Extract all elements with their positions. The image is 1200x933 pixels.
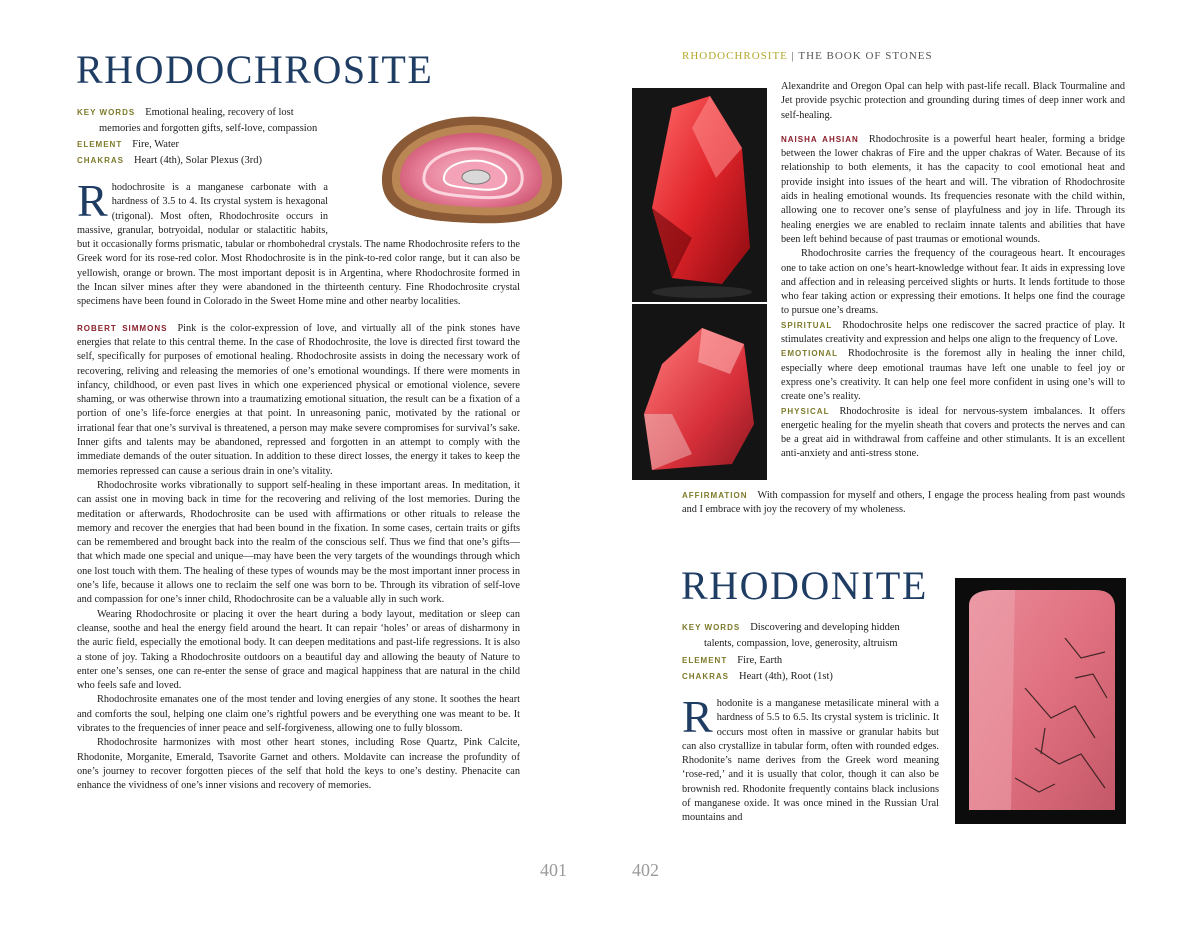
emotional-text: Rhodochrosite is the foremost ally in healing the inner child, especially where deep emotional traumas have left one unable to feel joy or express one’s creativity. It can help one feel more confident in using one’s will to create one’s reality. xyxy=(781,348,1125,403)
continuation-paragraph: Alexandrite and Oregon Opal can help with past-life recall. Black Tourmaline and Jet provide psychic protection and grounding during times of deep inner work and self-healing. xyxy=(781,81,1125,121)
rhodochrosite-intro-paragraph xyxy=(77,175,520,310)
page-number-right: 402 xyxy=(632,860,659,880)
rhodochrosite-title: RHODOCHROSITE xyxy=(76,47,434,92)
intro-text: hodochrosite is a manganese carbonate with a hardness of 3.5 to 4. Its crystal system is hexagonal (trigonal). Most often, Rhodochrosite occurs in massive, granular, botryoidal, nodular or stalactitic habits, but it occasionally forms prismatic, tabular or rhombohedral crystals. The name Rhodochrosite refers to the Greek word for its rose-red color. Most Rhodochrosite is in the pink-to-red color range, but it can also be yellowish, orange or brown. The most important deposit is in Argentina, where Rhodochrosite formed in the Incan silver mines after they were abandoned in the thirteenth century. Fine Rhodochrosite crystal specimens have been found in Colorado in the Sweet Home mine and other nearby localities. xyxy=(77,182,520,308)
affirmation-label: AFFIRMATION xyxy=(682,491,748,500)
rhodonite-chakras-label: CHAKRAS xyxy=(682,672,729,681)
rs-p4: Rhodochrosite emanates one of the most tender and loving energies of any stone. It soothes the heart and comforts the soul, helping one claim one’s rightful powers and be everything one was meant to be. It vibrates to the frequencies of inner peace and self-forgiveness, allowing one to fully blossom. xyxy=(77,694,520,734)
spiritual-paragraph xyxy=(781,319,1125,348)
na-p2: Rhodochrosite carries the frequency of the courageous heart. It encourages one to take action on one’s heart-knowledge without fear. It aids in expressing love and affection and in releasing perceived slights or hurts. It lends fortitude to those who fear taking action or expressing their emotions. It helps one find the courage to pursue one’s dreams. xyxy=(781,248,1125,317)
rhodonite-image xyxy=(955,578,1126,824)
rhodonite-keywords-block xyxy=(682,620,944,685)
rhodochrosite-crystal-image-2 xyxy=(632,304,767,480)
rhodonite-intro-text: hodonite is a manganese metasilicate mineral with a hardness of 5.5 to 6.5. Its crystal system is triclinic. It occurs most often in massive or granular habits but can also crystallize in tabular form, often with rounded edges. Rhodonite’s name derives from the Greek word meaning ‘rose-red,’ and it is usually that color, though it can also be brownish red. Rhodonite frequently contains black inclusions of manganese oxide. It was once mined in the Russian Ural mountains and xyxy=(682,698,939,824)
rhodonite-element-value: Fire, Earth xyxy=(737,655,783,666)
rhodonite-chakras-value: Heart (4th), Root (1st) xyxy=(739,671,833,682)
rhodonite-title: RHODONITE xyxy=(681,563,928,608)
rs-p3: Wearing Rhodochrosite or placing it over the heart during a body layout, meditation or sleep can cleanse, soothe and heal the energy field around the heart. It can repair ‘holes’ or areas of disharmony in the auric field, especially the emotional body. It can deepen meditations and past-life regressions. It is also a stone of joy. Taking a Rhodochrosite outdoors on a beautiful day and allowing the beauty of Nature to enter one’s senses, one can re-enter the sense of grace and magical happiness that are natural in the child who feels safe and loved. xyxy=(77,608,520,692)
rhodonite-drop-cap: R xyxy=(682,691,713,742)
robert-simmons-label: ROBERT SIMMONS xyxy=(77,323,168,333)
header-stone: RHODOCHROSITE xyxy=(682,50,788,62)
physical-label: PHYSICAL xyxy=(781,406,830,416)
physical-paragraph xyxy=(781,405,1125,462)
affirmation-text: With compassion for myself and others, I engage the process healing from past wounds and I embrace with joy the recovery of my wholeness. xyxy=(682,490,1125,516)
rhodochrosite-right-body xyxy=(781,80,1125,462)
keywords-line1: Emotional healing, recovery of lost xyxy=(145,107,294,118)
keywords-label: KEY WORDS xyxy=(77,108,136,117)
rhodochrosite-keywords-block xyxy=(77,105,367,169)
element-value: Fire, Water xyxy=(132,139,180,150)
spiritual-text: Rhodochrosite helps one rediscover the sacred practice of play. It stimulates creativity and expression and helps one align to the frequency of Love. xyxy=(781,319,1125,346)
robert-simmons-paragraph xyxy=(77,322,520,479)
element-label: ELEMENT xyxy=(77,140,123,149)
rhodonite-intro-paragraph xyxy=(682,691,939,826)
running-header xyxy=(682,50,933,62)
rhodonite-keywords-line2: talents, compassion, love, generosity, altruism xyxy=(704,638,898,649)
affirmation-paragraph xyxy=(682,489,1125,518)
chakras-label: CHAKRAS xyxy=(77,156,124,165)
na-p1: Rhodochrosite is a powerful heart healer, forming a bridge between the lower chakras of Fire and the upper chakras of Water. Because of its relationship to both elements, it has the capacity to cool emotional heat and provide insight into issues of the heart and will. The vibration of Rhodochrosite aids in healing emotional wounds. Its frequencies resonate with the child within, allowing one to recover one’s sense of playfulness and joy in life. Through its healing energies we are enabled to reclaim innate talents and abilities that have been left behind because of past traumas or emotional wounds. xyxy=(781,133,1125,245)
rhodonite-body xyxy=(682,691,939,826)
rhodochrosite-left-body xyxy=(77,175,520,793)
rhodonite-element-label: ELEMENT xyxy=(682,656,728,665)
rhodonite-keywords-label: KEY WORDS xyxy=(682,623,741,632)
rs-p1: Pink is the color-expression of love, and virtually all of the pink stones have energies that relate to this central theme. In the case of Rhodochrosite, the love is directed first toward the self, specifically for purposes of emotional healing. Rhodochrosite assists in doing the necessary work of recovering, reliving and releasing the memories of one’s emotional woundings. If there were moments in infancy, childhood, or even past lives in which one experienced physical or emotional violence, severe shaming, or was otherwise thrown into a traumatizing emotional situation, the result can be a fixation of a portion of one’s life-force energies at that point. In unreasoning panic, motivated by the rational or irrational fear that one’s survival is threatened, a person may make severe compromises for survival’s sake. Inner gifts and talents may be abandoned, repressed and forgotten in an attempt to comply with the immediate demands of the outer situation. In addition to these direct losses, the energy it takes to keep the memories repressed can cause a serious drain in one’s vitality. xyxy=(77,322,520,477)
drop-cap: R xyxy=(77,175,108,226)
naisha-ahsian-paragraph xyxy=(781,133,1125,247)
header-book: THE BOOK OF STONES xyxy=(798,50,933,62)
rs-p5: Rhodochrosite harmonizes with most other heart stones, including Rose Quartz, Pink Calcite, Rhodonite, Morganite, Emerald, Tsavorite Garnet and others. Moldavite can increase the profundity of one’s journey to recover forgotten pieces of the self that hold the keys to one’s destiny. Phenacite can enhance the vividness of one’s inner visions and recovery of memories. xyxy=(77,737,520,792)
rs-p2: Rhodochrosite works vibrationally to support self-healing in these important areas. In meditation, it can assist one in moving back in time for the recovering and reliving of the lost memories. During the meditation or afterwards, Rhodochrosite can be used with affirmations or other rituals to release the memory and recover the energies that had been bound in the fixation. In some cases, certain traits or gifts can be remembered and brought back into the realm of the conscious self. Thus we find that one’s gifts—that which made one special and unique—may have been the very targets of the woundings through which one lost touch with them. The healing of these types of wounds may be the most important inner process in one’s life, because it allows one to reclaim the self one was born to be. Through its vibration of self-love and compassion for one’s inner child, Rhodochrosite can be a valuable ally in such work. xyxy=(77,479,520,606)
physical-text: Rhodochrosite is ideal for nervous-system imbalances. It offers energetic healing for the myelin sheath that covers and protects the nerves and can be a great aid in withdrawal from caffeine and other stimulants. It is an excellent anti-anxiety and anti-stress stone. xyxy=(781,405,1125,460)
header-separator: | xyxy=(787,50,799,62)
emotional-label: EMOTIONAL xyxy=(781,349,838,359)
affirmation-block xyxy=(682,489,1125,518)
keywords-line2: memories and forgotten gifts, self-love, compassion xyxy=(99,123,318,134)
naisha-ahsian-label: NAISHA AHSIAN xyxy=(781,134,859,144)
emotional-paragraph xyxy=(781,347,1125,404)
page-number-left: 401 xyxy=(540,860,567,880)
chakras-value: Heart (4th), Solar Plexus (3rd) xyxy=(134,155,263,166)
rhodonite-keywords-line1: Discovering and developing hidden xyxy=(750,622,900,633)
rhodochrosite-crystal-image-1 xyxy=(632,88,767,302)
spiritual-label: SPIRITUAL xyxy=(781,320,833,330)
